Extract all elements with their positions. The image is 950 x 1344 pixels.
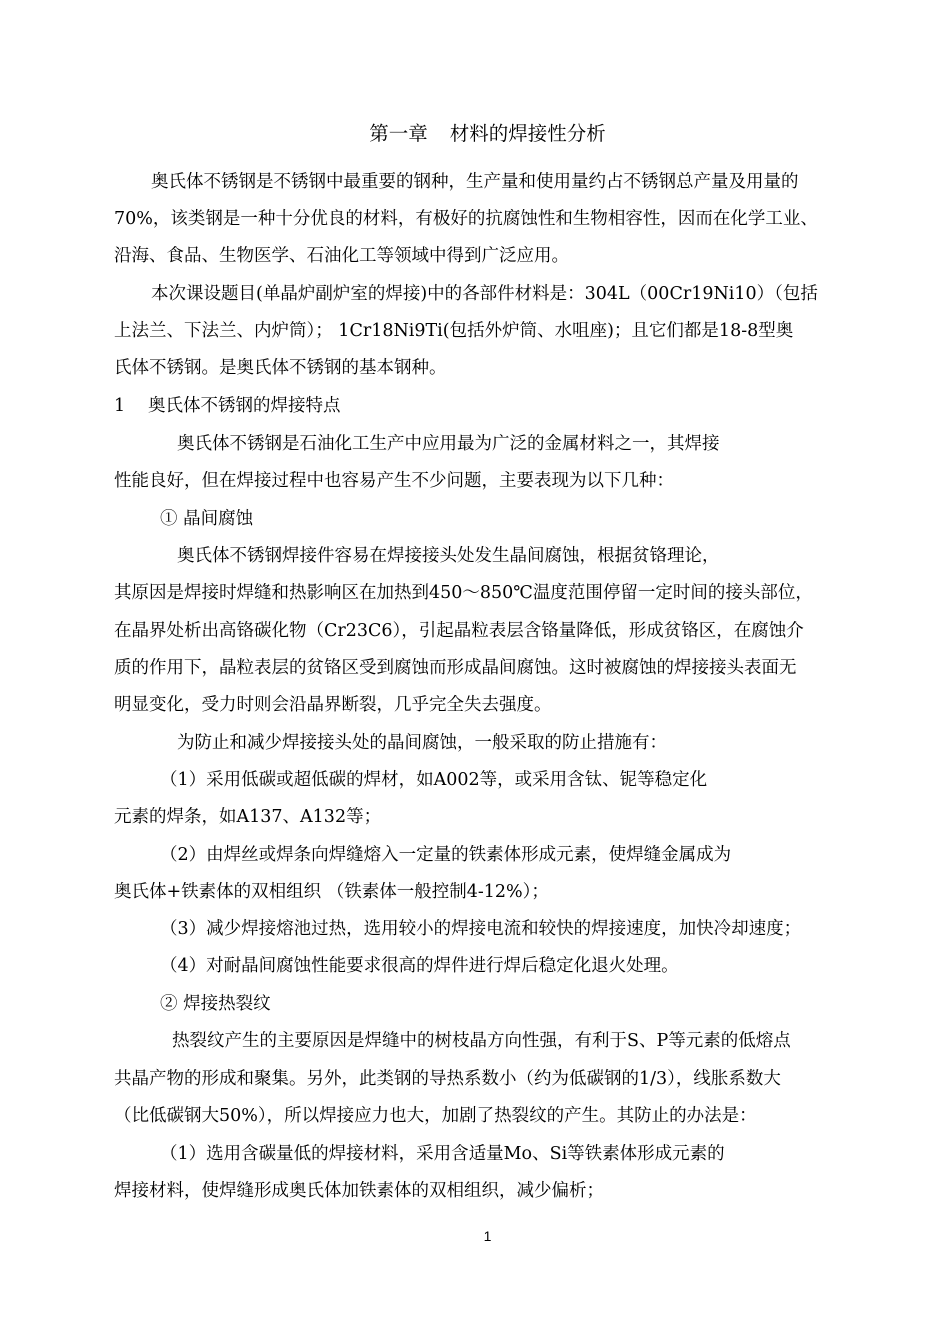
chapter-title (0, 121, 950, 147)
list-item: （2）由焊丝或焊条向焊缝熔入一定量的铁素体形成元素，使焊缝金属成为 (160, 845, 732, 865)
chapter-title-text: 材料的焊接性分析 (449, 122, 606, 145)
circled-number-marker: ② (160, 994, 178, 1014)
list-item-continuation: 奥氏体+铁素体的双相组织 （铁素体一般控制4-12%）； (114, 882, 549, 902)
subsection-title: 焊接热裂纹 (183, 994, 271, 1014)
list-item: （1）选用含碳量低的焊接材料，采用含适量Mo、Si等铁素体形成元素的 (160, 1144, 725, 1164)
subsection-heading (160, 993, 271, 1015)
list-item: （3）减少焊接熔池过热，选用较小的焊接电流和较快的焊接速度，加快冷却速度； (160, 919, 802, 939)
paragraph-line: 其原因是焊接时焊缝和热影响区在加热到450～850℃温度范围停留一定时间的接头部位， (114, 583, 813, 603)
paragraph-line: 在晶界处析出高铬碳化物（Cr23C6），引起晶粒表层含铬量降低，形成贫铬区，在腐蚀介 (114, 621, 804, 641)
section-title: 奥氏体不锈钢的焊接特点 (148, 396, 341, 416)
list-item: （1）采用低碳或超低碳的焊材，如A002等，或采用含钛、铌等稳定化 (160, 770, 708, 790)
list-item: （4）对耐晶间腐蚀性能要求很高的焊件进行焊后稳定化退火处理。 (160, 956, 679, 976)
intro-line: 70%，该类钢是一种十分优良的材料，有极好的抗腐蚀性和生物相容性，因而在化学工业、 (114, 209, 818, 229)
circled-number-marker: ① (160, 509, 178, 529)
paragraph-line: 为防止和减少焊接接头处的晶间腐蚀，一般采取的防止措施有： (177, 733, 667, 753)
list-item-continuation: 焊接材料，使焊缝形成奥氏体加铁素体的双相组织，减少偏析； (114, 1181, 604, 1201)
paragraph-line: 奥氏体不锈钢是石油化工生产中应用最为广泛的金属材料之一，其焊接 (177, 434, 720, 454)
paragraph-line: 热裂纹产生的主要原因是焊缝中的树枝晶方向性强，有利于S、P等元素的低熔点 (172, 1031, 791, 1051)
paragraph-line: 奥氏体不锈钢焊接件容易在焊接接头处发生晶间腐蚀，根据贫铬理论， (177, 546, 720, 566)
paragraph-line: 共晶产物的形成和聚集。另外，此类钢的导热系数小（约为低碳钢的1/3），线胀系数大 (114, 1069, 781, 1089)
section-heading (114, 395, 341, 417)
paragraph-line: 性能良好，但在焊接过程中也容易产生不少问题，主要表现为以下几种： (114, 471, 674, 491)
paragraph-line: 质的作用下，晶粒表层的贫铬区受到腐蚀而形成晶间腐蚀。这时被腐蚀的焊接接头表面无 (114, 658, 797, 678)
subsection-title: 晶间腐蚀 (183, 509, 254, 529)
materials-line: 氏体不锈钢。是奥氏体不锈钢的基本钢种。 (114, 358, 447, 378)
materials-line: 上法兰、下法兰、内炉筒）； 1Cr18Ni9Ti(包括外炉筒、水咀座)；且它们都是18-8型奥 (114, 321, 794, 341)
chapter-prefix: 第一章 (369, 122, 428, 145)
materials-line: 本次课设题目(单晶炉副炉室的焊接)中的各部件材料是：304L（00Cr19Ni10）（包括 (151, 284, 818, 304)
intro-line: 奥氏体不锈钢是不锈钢中最重要的钢种，生产量和使用量约占不锈钢总产量及用量的 (151, 172, 799, 192)
list-item-continuation: 元素的焊条，如A137、A132等； (114, 807, 382, 827)
paragraph-line: （比低碳钢大50%），所以焊接应力也大，加剧了热裂纹的产生。其防止的办法是： (114, 1106, 757, 1126)
page-number: 1 (483, 1228, 492, 1244)
section-number: 1 (114, 396, 126, 416)
intro-line: 沿海、食品、生物医学、石油化工等领域中得到广泛应用。 (114, 246, 569, 266)
paragraph-line: 明显变化，受力时则会沿晶界断裂，几乎完全失去强度。 (114, 695, 552, 715)
subsection-heading (160, 508, 253, 530)
